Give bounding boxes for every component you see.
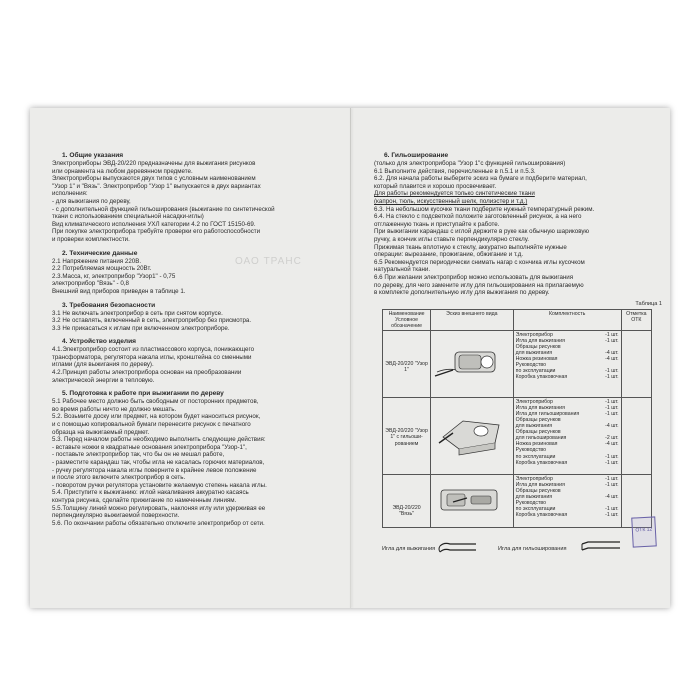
text-line: 6.2. Для начала работы выберите эскиз на бумаге и подберите материал, [374, 175, 587, 183]
text-line: 5.1 Рабочее место должно быть свободным от посторонних предметов, [52, 398, 259, 406]
text-line: 6.1 Выполните действия, перечисленные в п.5.1 и п.5.3. [374, 167, 536, 175]
section-title-safety: 3. Требования безопасности [62, 301, 156, 309]
equipment-table [382, 309, 652, 528]
section-guilloche-body [374, 168, 662, 297]
text-line: 5.3. Перед началом работы необходимо выполнить следующие действия: [52, 436, 266, 444]
kit-item: по эксплуатации -1 шт. [515, 453, 619, 460]
text-line: "Узор 1" и "Вязь". Электроприбор "Узор 1" выпускается в двух вариантах [52, 182, 261, 190]
section-specs-body [52, 258, 337, 296]
text-line: 5.6. По окончании работы обязательно отключите электроприбор от сети. [52, 519, 265, 527]
section-device-body [52, 346, 337, 384]
header-qc: Отметка ОТК [621, 309, 651, 330]
kit-item: Образцы рисунков [515, 343, 561, 350]
sketch-cell [431, 397, 514, 474]
text-line: При выжигании карандаш с иглой держите в руке как обычную шариковую [374, 228, 590, 236]
kit-cell [513, 330, 621, 397]
kit-item: Руководство [515, 447, 546, 454]
table-row [383, 330, 652, 397]
section-title-specs: 2. Технические данные [62, 249, 138, 257]
table-header-row [383, 309, 652, 330]
text-line: 6.4. На стекло с подсветкой положите заготовленный рисунок, а на него [374, 213, 582, 221]
text-line: 4.2.Принцип работы электроприбора основан на преобразовании [52, 369, 242, 377]
text-line: - вставьте ножки в квадратные основания электроприбора "Узор-1", [52, 443, 247, 451]
kit-item: Ножка резиновая -4 шт. [515, 356, 619, 363]
kit-item: для выжигания -4 шт. [515, 349, 619, 356]
text-line: электроприбор "Вязь" - 0,8 [52, 280, 129, 288]
text-line: контура рисунка, сделайте прижигание по намеченным линиям. [52, 496, 237, 504]
text-line: Прижимая ткань вплотную к стеклу, аккуратно выполняйте нужные [374, 243, 567, 251]
text-line: отглаженную ткань и приступайте к работе. [374, 220, 500, 228]
kit-item: для выжигания -4 шт. [515, 423, 619, 430]
text-line: 4.1.Электроприбор состоит из пластмассового корпуса, понижающего [52, 346, 255, 354]
section-preparation-body [52, 398, 337, 527]
section-title-device: 4. Устройство изделия [62, 338, 137, 346]
text-line-underlined: Для работы рекомендуется только синтетические ткани [374, 190, 535, 198]
guilloche-needle-icon [580, 538, 622, 558]
needle-guilloche-label: Игла для гильоширования [498, 546, 567, 552]
kit-item: Коробка упаковочная -1 шт. [515, 512, 619, 519]
kit-item: по эксплуатации -1 шт. [515, 506, 619, 513]
section-general-body [52, 160, 337, 244]
text-line: 5.5.Толщину линий можно регулировать, наклоняя иглу или удерживая ее [52, 504, 266, 512]
device-uzor1-guilloche-sketch [433, 399, 507, 471]
kit-item: Руководство [515, 362, 546, 369]
kit-item: Игла для выжигания -1 шт. [515, 337, 619, 344]
text-line: и проверки комплектности. [52, 235, 130, 243]
section-title-guilloche: 6. Гильоширование [384, 152, 449, 159]
section-title-general: 1. Общие указания [62, 152, 124, 159]
kit-item: Руководство [515, 500, 546, 507]
section-guilloche-subtitle: (только для электроприбора "Узор 1"с функцией гильоширования) [374, 160, 566, 167]
text-line: ткани с использованием специальной насадки-иглы) [52, 213, 204, 221]
device-uzor1-sketch [433, 332, 507, 394]
section-title-preparation: 5. Подготовка к работе при выжигании по дереву [62, 390, 224, 398]
text-line: образца на выжигаемый предмет. [52, 428, 150, 436]
text-line: иглами (для выжигания по дереву). [52, 361, 154, 369]
text-line: Вид климатического исполнения УХЛ категории 4.2 по ГОСТ 15150-69. [52, 220, 256, 228]
text-line: Электроприборы выпускаются двух типов с условным наименованием [52, 175, 256, 183]
text-line: операции: вырезание, прожигание, обжигание и т.д. [374, 251, 524, 259]
text-line: во время работы ничто не должно мешать. [52, 405, 177, 413]
text-line: - с дополнительной функцией гильоширования (выжигание по синтетической [52, 205, 275, 213]
kit-item: Электроприбор -1 шт. [515, 331, 619, 338]
kit-item: для гильоширования -2 шт. [515, 435, 619, 442]
text-line: исполнения: [52, 190, 88, 198]
text-line: 2.2 Потребляемая мощность 20Вт. [52, 265, 152, 273]
text-line: 3.2 Не оставлять, включенный в сеть, электроприбор без присмотра. [52, 317, 252, 325]
sketch-cell [431, 330, 514, 397]
kit-item: для выжигания -4 шт. [515, 493, 619, 500]
text-line: - разместите карандаш так, чтобы игла не касалась горючих материалов, [52, 459, 265, 466]
model-name: ЭВД-20/220 "Узор 1" с гильоши- рованием [383, 397, 431, 474]
text-line: и с помощью копировальной бумаги перенесите рисунок с печатного [52, 421, 251, 429]
text-line-underlined: (капрон, тюль, искусственный шелк, полиэстер и т.д.) [374, 197, 528, 205]
text-line: электрической энергии в тепловую. [52, 376, 155, 384]
text-line: который плавится и хорошо просвечивает. [374, 182, 497, 190]
header-name: Наименование Условное обозначение [383, 309, 431, 330]
text-line: При покупке электроприбора требуйте проверки его работоспособности [52, 228, 261, 236]
text-line: ручку, а кончик иглы ставьте перпендикулярно стеклу. [374, 235, 529, 243]
instruction-sheet [30, 108, 670, 608]
burn-needle-icon [438, 538, 478, 558]
text-line: 5.4. Приступите к выжиганию: иглой накаливания аккуратно касаясь [52, 489, 249, 497]
text-line: в комплекте дополнительную иглу для выжигания по дереву. [374, 289, 550, 297]
right-page [374, 152, 662, 528]
kit-item: Коробка упаковочная -1 шт. [515, 459, 619, 466]
watermark: ОАО ТРАНС [235, 256, 302, 267]
table-caption: Таблица 1 [635, 300, 662, 307]
kit-item: Игла для выжигания -1 шт. [515, 481, 619, 488]
text-line: и после этого включите электроприбор в сеть. [52, 474, 186, 482]
kit-item: Электроприбор -1 шт. [515, 475, 619, 482]
kit-item: Игла для выжигания -1 шт. [515, 404, 619, 411]
center-fold [350, 108, 351, 608]
model-name: ЭВД-20/220 "Узор 1" [383, 330, 431, 397]
kit-item: по эксплуатации -1 шт. [515, 368, 619, 375]
kit-item: Игла для гильоширования -1 шт. [515, 410, 619, 417]
qc-stamp: ОТК 12 [631, 516, 657, 547]
section-safety-body [52, 310, 337, 333]
text-line: 3.3 Не прикасаться к иглам при включенном электроприборе. [52, 324, 230, 332]
text-line: 5.2. Возьмите доску или предмет, на котором будет наноситься рисунок, [52, 413, 261, 421]
kit-item: Ножка резиновая -4 шт. [515, 441, 619, 448]
text-line: Электроприборы ЭВД-20/220 предназначены для выжигания рисунков [52, 160, 256, 167]
header-sketch: Эскиз внешнего вида [431, 309, 514, 330]
text-line: или орнамента на любом деревянном предмете. [52, 167, 193, 175]
left-page [52, 152, 337, 527]
qc-cell [621, 397, 651, 474]
text-line: 6.5 Рекомендуется периодически снимать нагар с кончика иглы кусочком [374, 258, 585, 266]
qc-cell [621, 330, 651, 397]
header-kit: Комплектность [513, 309, 621, 330]
device-vyaz-sketch [433, 476, 507, 524]
model-name: ЭВД-20/220 "Вязь" [383, 474, 431, 527]
text-line: 2.3.Масса, кг, электроприбор "Узор1" - 0,75 [52, 272, 176, 280]
text-line: - ручку регулятора накала иглы поверните в крайнее левое положение [52, 466, 257, 474]
text-line: Внешний вид приборов приведен в таблице 1. [52, 287, 186, 295]
text-line: трансформатора, регулятора накала иглы, кронштейна со сменными [52, 353, 252, 361]
table-row [383, 397, 652, 474]
kit-cell [513, 397, 621, 474]
text-line: по дереву, для чего замените иглу для гильоширования на прилагаемую [374, 281, 584, 289]
kit-item: Электроприбор -1 шт. [515, 398, 619, 405]
text-line: 3.1 Не включать электроприбор в сеть при снятом корпусе. [52, 309, 223, 317]
text-line: 2.1 Напряжение питания 220В. [52, 257, 142, 265]
kit-cell [513, 474, 621, 527]
kit-item: Коробка упаковочная -1 шт. [515, 374, 619, 381]
table-row [383, 474, 652, 527]
kit-item: Образцы рисунков [515, 429, 561, 436]
needle-burn-label: Игла для выжигания [382, 546, 436, 552]
kit-item: Образцы рисунков [515, 416, 561, 423]
text-line: натуральной ткани. [374, 266, 431, 274]
sketch-cell [431, 474, 514, 527]
text-line: 6.6 При желании электроприбор можно использовать для выжигания [374, 273, 574, 281]
text-line: перпендикулярно выжигаемой поверхности. [52, 512, 180, 520]
text-line: - поставьте электроприбор так, что бы он не мешал работе, [52, 451, 225, 459]
text-line: - для выжигания по дереву, [52, 197, 131, 205]
kit-item: Образцы рисунков [515, 487, 561, 494]
text-line: - поворотом ручки регулятора установите желаемую степень накала иглы. [52, 481, 267, 489]
text-line: 6.3. На небольшом кусочке ткани подберите нужный температурный режим. [374, 205, 595, 213]
